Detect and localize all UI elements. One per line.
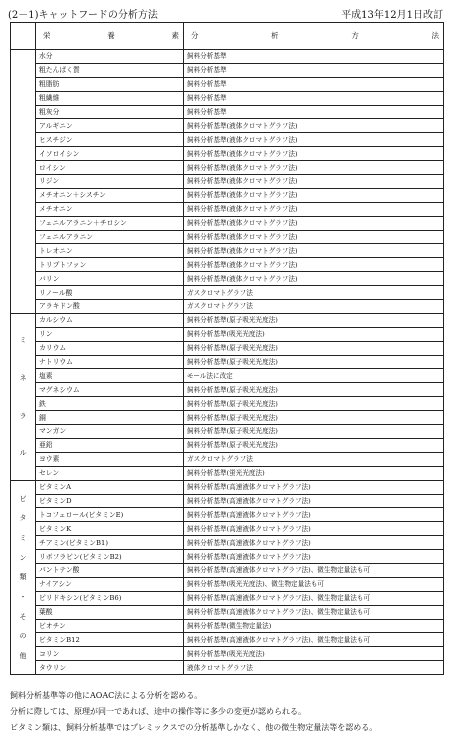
analysis-method: 飼料分析基準(液体クロマトグラフ法)	[184, 258, 444, 272]
nutrient-name: カリウム	[36, 341, 184, 355]
analysis-method: 飼料分析基準(原子吸光光度法)	[184, 341, 444, 355]
nutrient-name: パントテン酸	[36, 563, 184, 577]
nutrient-name: 粗繊維	[36, 91, 184, 105]
analysis-method: 飼料分析基準(高速液体クロマトグラフ法)	[184, 550, 444, 564]
nutrient-name: トリプトファン	[36, 258, 184, 272]
category-char: ・	[19, 592, 27, 601]
analysis-method: 飼料分析基準(液体クロマトグラフ法)	[184, 244, 444, 258]
analysis-method: 飼料分析基準	[184, 63, 444, 77]
header-char: 養	[107, 31, 115, 40]
footnote: 分析に際しては、原理が同一であれば、途中の操作等に多少の変更が認められる。	[10, 707, 306, 716]
category-char: ン	[19, 553, 27, 562]
category-char: ル	[19, 449, 27, 458]
nutrient-name: アラキドン酸	[36, 300, 184, 314]
analysis-method: 飼料分析基準(液体クロマトグラフ法)	[184, 147, 444, 161]
nutrient-name: 粗灰分	[36, 105, 184, 119]
nutrient-name: コリン	[36, 647, 184, 661]
analysis-method: 飼料分析基準(原子吸光光度法)	[184, 313, 444, 327]
nutrient-name: ビタミンK	[36, 522, 184, 536]
nutrient-name: ヒスチジン	[36, 133, 184, 147]
nutrient-name: ナトリウム	[36, 355, 184, 369]
analysis-method: 飼料分析基準(液体クロマトグラフ法)	[184, 216, 444, 230]
table-row	[11, 188, 444, 202]
nutrient-name: イソロイシン	[36, 147, 184, 161]
header-nutrient	[36, 23, 184, 50]
table-row	[11, 355, 444, 369]
table-row	[11, 161, 444, 175]
analysis-method: 飼料分析基準(吸光光度法)	[184, 327, 444, 341]
table-row	[11, 661, 444, 675]
table-row	[11, 341, 444, 355]
table-header-row	[11, 23, 444, 50]
footnotes	[10, 688, 377, 736]
table-row	[11, 425, 444, 439]
analysis-method: 飼料分析基準(高速液体クロマトグラフ法)	[184, 494, 444, 508]
nutrient-name: リノール酸	[36, 286, 184, 300]
analysis-method: 飼料分析基準(原子吸光光度法)	[184, 397, 444, 411]
table-row	[11, 272, 444, 286]
nutrient-name: 塩素	[36, 369, 184, 383]
analysis-methods-table	[10, 22, 444, 675]
header-char: 素	[171, 31, 179, 40]
nutrient-name: ビタミンD	[36, 494, 184, 508]
table-body	[11, 23, 444, 675]
analysis-method: 飼料分析基準(高速液体クロマトグラフ法)、微生物定量法も可	[184, 633, 444, 647]
nutrient-name: カルシウム	[36, 313, 184, 327]
table-row	[11, 300, 444, 314]
analysis-method: 飼料分析基準(微生物定量法)	[184, 619, 444, 633]
table-row	[11, 633, 444, 647]
table-row	[11, 50, 444, 64]
nutrient-name: リン	[36, 327, 184, 341]
analysis-method: ガスクロマトグラフ法	[184, 286, 444, 300]
analysis-method: 飼料分析基準(液体クロマトグラフ法)	[184, 133, 444, 147]
category-char: ラ	[19, 411, 27, 420]
nutrient-name: タウリン	[36, 661, 184, 675]
table-row	[11, 550, 444, 564]
table-row	[11, 133, 444, 147]
table-row	[11, 619, 444, 633]
nutrient-name: チアミン(ビタミンB1)	[36, 536, 184, 550]
table-row	[11, 536, 444, 550]
nutrient-name: フェニルアラニン＋チロシン	[36, 216, 184, 230]
nutrient-name: 粗たんぱく質	[36, 63, 184, 77]
category-char: の	[19, 632, 27, 641]
nutrient-name: 銅	[36, 411, 184, 425]
table-row	[11, 411, 444, 425]
nutrient-name: マグネシウム	[36, 383, 184, 397]
category-char: ビ	[19, 494, 27, 503]
category-char: 類	[19, 573, 27, 582]
table-row	[11, 216, 444, 230]
table-row	[11, 452, 444, 466]
header-char: 栄	[43, 31, 51, 40]
analysis-method: 飼料分析基準(高速液体クロマトグラフ法)、微生物定量法も可	[184, 591, 444, 605]
category-char: そ	[19, 612, 27, 621]
analysis-method: 飼料分析基準(原子吸光光度法)	[184, 383, 444, 397]
header-method	[184, 23, 444, 50]
analysis-method: 飼料分析基準	[184, 91, 444, 105]
table-row	[11, 480, 444, 494]
analysis-method: 飼料分析基準(高速液体クロマトグラフ法)	[184, 536, 444, 550]
analysis-method: モール法に改定	[184, 369, 444, 383]
footnote: 飼料分析基準等の他にAOAC法による分析を認める。	[10, 691, 203, 700]
analysis-method: 飼料分析基準	[184, 50, 444, 64]
nutrient-name: ビタミンA	[36, 480, 184, 494]
analysis-method: 飼料分析基準(原子吸光光度法)	[184, 438, 444, 452]
nutrient-name: ビタミンB12	[36, 633, 184, 647]
table-row	[11, 230, 444, 244]
analysis-method: 飼料分析基準(液体クロマトグラフ法)	[184, 161, 444, 175]
nutrient-name: マンガン	[36, 425, 184, 439]
nutrient-name: 亜鉛	[36, 438, 184, 452]
nutrient-name: トレオニン	[36, 244, 184, 258]
nutrient-name: 粗脂肪	[36, 77, 184, 91]
nutrient-name: ヨウ素	[36, 452, 184, 466]
category-char: 他	[19, 651, 27, 660]
table-row	[11, 313, 444, 327]
nutrient-name: アルギニン	[36, 119, 184, 133]
nutrient-name: リボフラビン(ビタミンB2)	[36, 550, 184, 564]
nutrient-name: バリン	[36, 272, 184, 286]
nutrient-name: ナイアシン	[36, 577, 184, 591]
table-row	[11, 105, 444, 119]
table-row	[11, 522, 444, 536]
table-row	[11, 383, 444, 397]
nutrient-name: 水分	[36, 50, 184, 64]
table-row	[11, 147, 444, 161]
nutrient-name: ピリドキシン(ビタミンB6)	[36, 591, 184, 605]
header-char: 分	[191, 31, 199, 40]
table-row	[11, 438, 444, 452]
nutrient-name: 鉄	[36, 397, 184, 411]
analysis-method: 飼料分析基準(液体クロマトグラフ法)	[184, 202, 444, 216]
analysis-method: 飼料分析基準(液体クロマトグラフ法)	[184, 175, 444, 189]
nutrient-name: ビオチン	[36, 619, 184, 633]
table-row	[11, 647, 444, 661]
analysis-method: 飼料分析基準(液体クロマトグラフ法)	[184, 188, 444, 202]
table-row	[11, 605, 444, 619]
analysis-method: 飼料分析基準(原子吸光光度法)	[184, 425, 444, 439]
table-row	[11, 244, 444, 258]
table-row	[11, 119, 444, 133]
header-char: 析	[271, 31, 279, 40]
category-vitamins	[11, 480, 36, 674]
analysis-method: ガスクロマトグラフ法	[184, 452, 444, 466]
nutrient-name: ロイシン	[36, 161, 184, 175]
table-row	[11, 494, 444, 508]
header-char: 方	[351, 31, 359, 40]
table-row	[11, 63, 444, 77]
analysis-method: 飼料分析基準(蛍光光度法)	[184, 466, 444, 480]
analysis-method: 飼料分析基準(吸光光度法)	[184, 647, 444, 661]
analysis-method: 飼料分析基準(高速液体クロマトグラフ法)、微生物定量法も可	[184, 563, 444, 577]
header-blank-cell	[11, 23, 36, 50]
analysis-method: 飼料分析基準(高速液体クロマトグラフ法)	[184, 522, 444, 536]
header-char: 法	[431, 31, 439, 40]
analysis-method: 飼料分析基準(高速液体クロマトグラフ法)	[184, 480, 444, 494]
table-row	[11, 369, 444, 383]
analysis-method: 飼料分析基準(高速液体クロマトグラフ法)	[184, 508, 444, 522]
table-row	[11, 397, 444, 411]
table-row	[11, 591, 444, 605]
analysis-method: 飼料分析基準(液体クロマトグラフ法)	[184, 119, 444, 133]
table-row	[11, 91, 444, 105]
nutrient-name: メチオニン	[36, 202, 184, 216]
document-header	[8, 6, 443, 20]
table-row	[11, 508, 444, 522]
table-row	[11, 286, 444, 300]
analysis-method: 液体クロマトグラフ法	[184, 661, 444, 675]
category-basic	[11, 50, 36, 314]
analysis-method: 飼料分析基準(液体クロマトグラフ法)	[184, 230, 444, 244]
table-row	[11, 327, 444, 341]
analysis-method: 飼料分析基準(原子吸光光度法)	[184, 411, 444, 425]
nutrient-name: セレン	[36, 466, 184, 480]
table-row	[11, 77, 444, 91]
document-title: (2－1)キャットフードの分析方法	[8, 10, 158, 21]
table-row	[11, 577, 444, 591]
analysis-method: 飼料分析基準(高速液体クロマトグラフ法)、微生物定量法も可	[184, 605, 444, 619]
category-char: タ	[19, 514, 27, 523]
table-row	[11, 563, 444, 577]
table-row	[11, 466, 444, 480]
analysis-method: 飼料分析基準(吸光光度法)、微生物定量法も可	[184, 577, 444, 591]
category-char: ミ	[19, 336, 27, 345]
analysis-method: 飼料分析基準	[184, 105, 444, 119]
analysis-method: ガスクロマトグラフ法	[184, 300, 444, 314]
revision-date: 平成13年12月1日改訂	[341, 10, 443, 21]
table-row	[11, 202, 444, 216]
footnote: ビタミン類は、飼料分析基準ではプレミックスでの分析基準しかなく、他の微生物定量法等を認める。	[10, 723, 378, 732]
nutrient-name: 葉酸	[36, 605, 184, 619]
category-char: ネ	[19, 373, 27, 382]
analysis-method: 飼料分析基準(原子吸光光度法)	[184, 355, 444, 369]
table-row	[11, 175, 444, 189]
table-row	[11, 258, 444, 272]
nutrient-name: リジン	[36, 175, 184, 189]
category-minerals	[11, 313, 36, 480]
analysis-method: 飼料分析基準(液体クロマトグラフ法)	[184, 272, 444, 286]
nutrient-name: トコフェロール(ビタミンE)	[36, 508, 184, 522]
category-char: ミ	[19, 534, 27, 543]
nutrient-name: メチオニン＋シスチン	[36, 188, 184, 202]
analysis-method: 飼料分析基準	[184, 77, 444, 91]
nutrient-name: フェニルアラニン	[36, 230, 184, 244]
